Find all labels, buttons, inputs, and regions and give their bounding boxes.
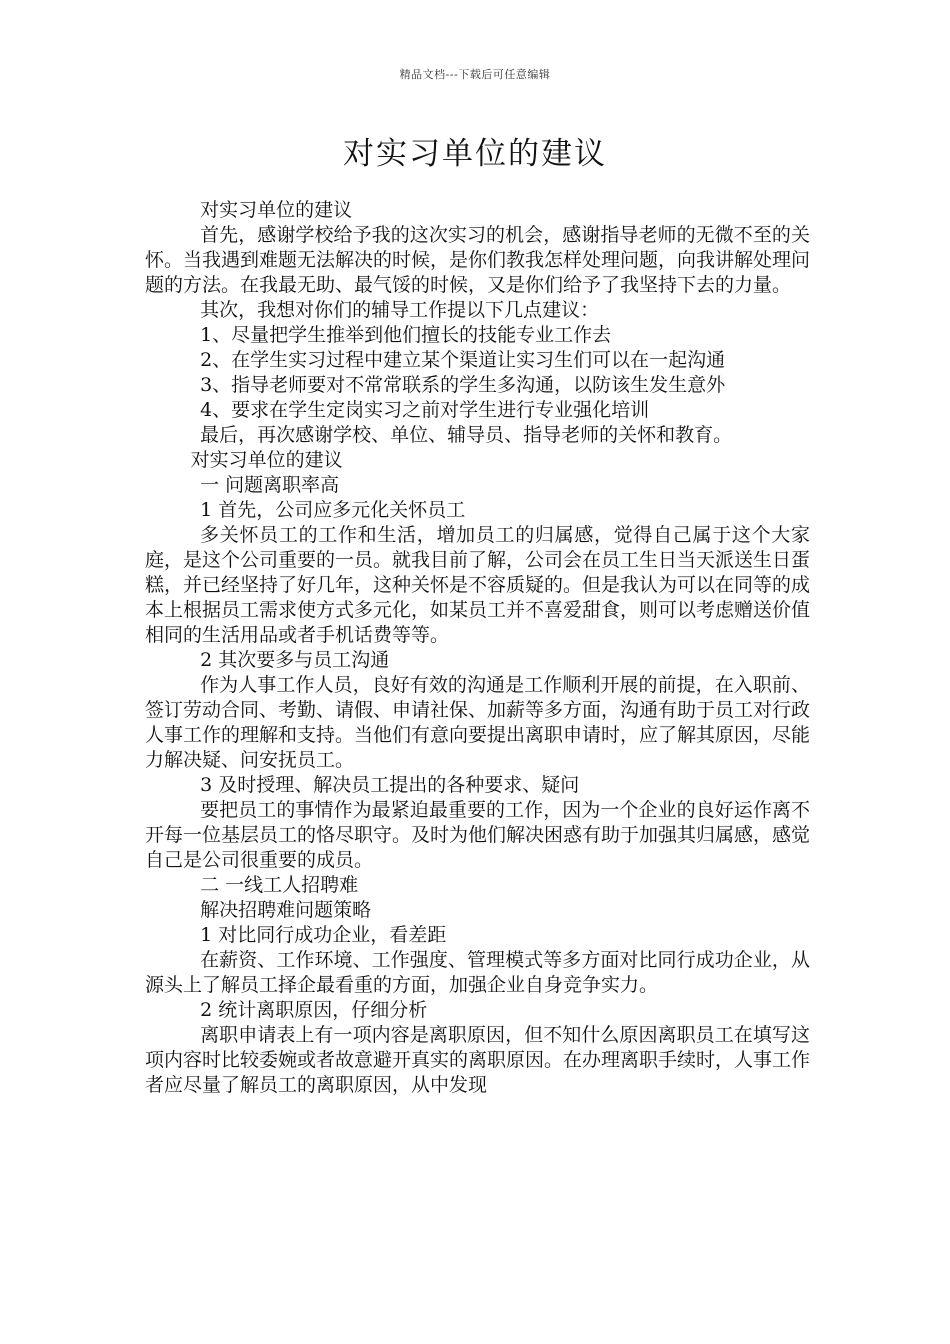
- paragraph: 对实习单位的建议: [200, 199, 353, 221]
- document-body: [145, 198, 810, 1098]
- paragraph: 作为人事工作人员，良好有效的沟通是工作顺利开展的前提，在入职前、签订劳动合同、考勤、请假、申请社保、加薪等多方面，沟通有助于员工对行政人事工作的理解和支持。当他们有意向要提出离职申请时，应了解其原因，尽能力解决疑、问安抚员工。: [145, 674, 811, 771]
- subsection-heading: 1 对比同行成功企业，看差距: [200, 924, 447, 946]
- paragraph: 3、指导老师要对不常常联系的学生多沟通，以防该生发生意外: [200, 374, 726, 396]
- subsection-heading: 2 其次要多与员工沟通: [200, 649, 390, 671]
- section-heading: 二 一线工人招聘难: [200, 874, 359, 896]
- paragraph: 解决招聘难问题策略: [200, 899, 372, 921]
- paragraph: 多关怀员工的工作和生活，增加员工的归属感，觉得自己属于这个大家庭，是这个公司重要的一员。就我目前了解，公司会在员工生日当天派送生日蛋糕，并已经坚持了好几年，这种关怀是不容质疑的。但是我认为可以在同等的成本上根据员工需求使方式多元化，如某员工并不喜爱甜食，则可以考虑赠送价值相同的生活用品或者手机话费等等。: [145, 524, 811, 646]
- paragraph: 最后，再次感谢学校、单位、辅导员、指导老师的关怀和教育。: [200, 424, 733, 446]
- paragraph: 2、在学生实习过程中建立某个渠道让实习生们可以在一起沟通: [200, 349, 726, 371]
- paragraph: 4、要求在学生定岗实习之前对学生进行专业强化培训: [200, 399, 650, 421]
- subsection-heading: 2 统计离职原因，仔细分析: [200, 999, 428, 1021]
- section-heading: 一 问题离职率高: [200, 474, 340, 496]
- paragraph: 对实习单位的建议: [190, 449, 343, 471]
- paragraph: 1、尽量把学生推举到他们擅长的技能专业工作去: [200, 324, 612, 346]
- header-note: 精品文档---下载后可任意编辑: [399, 68, 551, 81]
- document-title: 对实习单位的建议: [343, 136, 607, 172]
- subsection-heading: 1 首先，公司应多元化关怀员工: [200, 499, 466, 521]
- paragraph: 离职申请表上有一项内容是离职原因，但不知什么原因离职员工在填写这项内容时比较委婉或者故意避开真实的离职原因。在办理离职手续时，人事工作者应尽量了解员工的离职原因，从中发现: [145, 1024, 811, 1096]
- paragraph: 其次，我想对你们的辅导工作提以下几点建议：: [200, 299, 600, 321]
- paragraph: 要把员工的事情作为最紧迫最重要的工作，因为一个企业的良好运作离不开每一位基层员工的恪尽职守。及时为他们解决困惑有助于加强其归属感，感觉自己是公司很重要的成员。: [145, 799, 811, 871]
- paragraph: 首先，感谢学校给予我的这次实习的机会，感谢指导老师的无微不至的关怀。当我遇到难题无法解决的时候，是你们教我怎样处理问题，向我讲解处理问题的方法。在我最无助、最气馁的时候，又是你们给予了我坚持下去的力量。: [145, 224, 811, 296]
- paragraph: 在薪资、工作环境、工作强度、管理模式等多方面对比同行成功企业，从源头上了解员工择企最看重的方面，加强企业自身竞争实力。: [145, 949, 810, 996]
- subsection-heading: 3 及时授理、解决员工提出的各种要求、疑问: [200, 774, 580, 796]
